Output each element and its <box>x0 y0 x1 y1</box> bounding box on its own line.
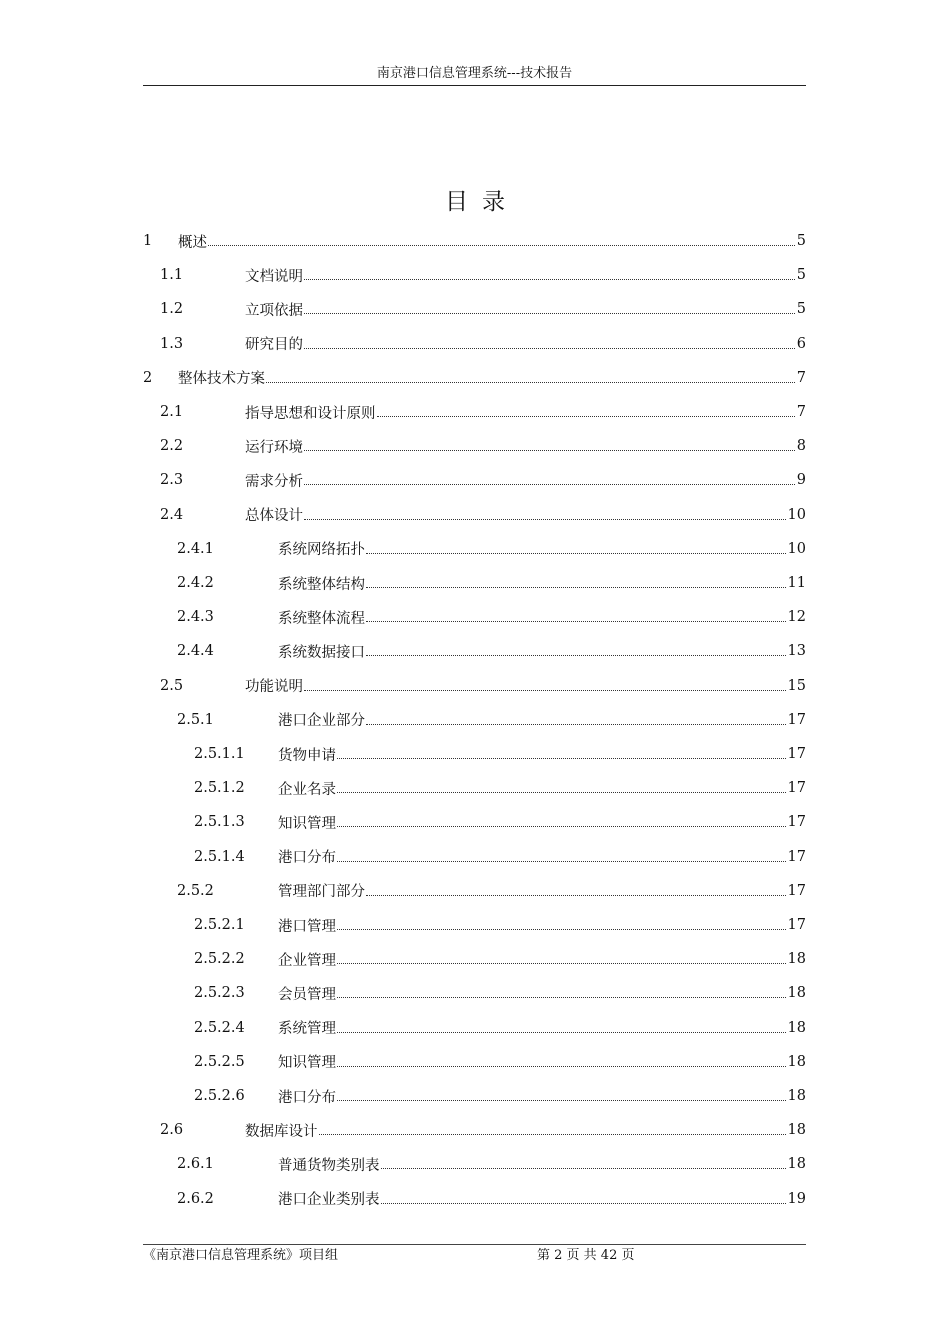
toc-dot-leader <box>337 1066 786 1067</box>
toc-entry-number: 2.6.2 <box>177 1190 214 1207</box>
toc-entry-page: 8 <box>796 438 806 455</box>
toc-entry-title: 概述 <box>178 234 207 251</box>
toc-entry[interactable] <box>194 976 806 1010</box>
toc-entry-title: 普通货物类别表 <box>278 1157 380 1174</box>
toc-dot-leader <box>304 519 786 520</box>
toc-entry-number: 2.4.3 <box>177 609 214 626</box>
toc-entry[interactable] <box>177 703 806 737</box>
toc-entry-page: 9 <box>796 472 806 489</box>
toc-entry[interactable] <box>194 737 806 771</box>
toc-entry-number: 2.3 <box>160 472 184 489</box>
toc-dot-leader <box>366 895 786 896</box>
toc-entry-title: 系统管理 <box>278 1021 336 1038</box>
toc-entry[interactable] <box>194 1011 806 1045</box>
toc-entry[interactable] <box>194 771 806 805</box>
toc-entry-number: 2.5.2.2 <box>194 951 245 968</box>
toc-entry-number: 2.5.2.6 <box>194 1088 245 1104</box>
toc-entry[interactable] <box>160 429 806 463</box>
toc-entry[interactable] <box>194 1079 806 1113</box>
toc-entry-title: 研究目的 <box>245 337 303 354</box>
toc-entry[interactable] <box>194 942 806 976</box>
toc-dot-leader <box>377 416 795 417</box>
toc-entry-number: 2.4 <box>160 506 184 523</box>
toc-entry-title: 管理部门部分 <box>278 884 365 901</box>
toc-entry[interactable] <box>177 600 806 634</box>
toc-entry-title: 指导思想和设计原则 <box>245 405 376 422</box>
toc-entry-number: 2.5.1.3 <box>194 814 245 831</box>
toc-entry-page: 6 <box>796 335 806 352</box>
header-rule <box>143 85 806 86</box>
toc-entry-page: 7 <box>796 369 806 386</box>
toc-entry-page: 5 <box>796 301 806 318</box>
toc-entry[interactable] <box>177 566 806 600</box>
toc-entry-number: 2.5.2.3 <box>194 985 245 1002</box>
toc-entry-title: 港口企业部分 <box>278 713 365 730</box>
toc-dot-leader <box>337 997 786 998</box>
toc-dot-leader <box>304 690 786 691</box>
toc-entry[interactable] <box>194 1045 806 1079</box>
toc-entry-page: 5 <box>796 267 806 284</box>
toc-dot-leader <box>208 245 795 246</box>
toc-entry-page: 18 <box>787 1156 806 1173</box>
toc-entry-title: 知识管理 <box>278 1055 336 1072</box>
toc-entry-page: 17 <box>787 917 806 933</box>
toc-entry-page: 18 <box>787 985 806 1002</box>
toc-entry[interactable] <box>160 395 806 429</box>
toc-dot-leader <box>304 313 795 314</box>
toc-entry-page: 18 <box>787 1122 806 1139</box>
toc-entry-title: 港口管理 <box>278 918 336 935</box>
toc-entry[interactable] <box>160 327 806 361</box>
toc-entry[interactable] <box>160 669 806 703</box>
toc-entry-page: 17 <box>787 746 806 762</box>
toc-entry-title: 港口分布 <box>278 850 336 867</box>
toc-entry[interactable] <box>160 1113 806 1147</box>
toc-entry-title: 需求分析 <box>245 473 303 490</box>
toc-entry-number: 1 <box>143 233 153 249</box>
toc-entry-page: 10 <box>787 540 806 557</box>
toc-entry-page: 17 <box>787 848 806 865</box>
toc-entry-number: 1.3 <box>160 335 184 352</box>
toc-dot-leader <box>337 792 786 793</box>
toc-entry[interactable] <box>177 532 806 566</box>
toc-entry-page: 18 <box>787 1019 806 1036</box>
toc-dot-leader <box>319 1134 786 1135</box>
toc-entry[interactable] <box>177 634 806 668</box>
toc-entry-number: 2.6 <box>160 1122 184 1139</box>
toc-entry-page: 15 <box>787 677 806 694</box>
toc-entry-title: 系统整体结构 <box>278 576 365 593</box>
toc-dot-leader <box>304 279 795 280</box>
toc-entry[interactable] <box>160 463 806 497</box>
toc-dot-leader <box>266 382 795 383</box>
toc-entry-number: 2.5.2.1 <box>194 917 245 933</box>
toc-entry[interactable] <box>160 292 806 326</box>
toc-dot-leader <box>366 553 786 554</box>
toc-entry-title: 文档说明 <box>245 268 303 285</box>
toc-dot-leader <box>381 1203 786 1204</box>
toc-dot-leader <box>366 587 786 588</box>
toc-entry-title: 总体设计 <box>245 508 303 525</box>
toc-entry[interactable] <box>194 840 806 874</box>
toc-entry-title: 企业名录 <box>278 781 336 798</box>
toc-dot-leader <box>337 861 786 862</box>
toc-dot-leader <box>366 655 786 656</box>
toc-entry[interactable] <box>160 258 806 292</box>
toc-entry-title: 知识管理 <box>278 815 336 832</box>
toc-entry-page: 17 <box>787 814 806 831</box>
toc-entry-number: 2.5.2.5 <box>194 1053 245 1070</box>
toc-heading: 目录 <box>445 189 519 215</box>
toc-entry-page: 17 <box>787 780 806 797</box>
toc-entry-page: 18 <box>787 1088 806 1104</box>
toc-entry-number: 2.1 <box>160 404 184 420</box>
toc-dot-leader <box>337 1032 786 1033</box>
toc-entry-title: 系统整体流程 <box>278 610 365 627</box>
toc-entry-title: 货物申请 <box>278 747 336 764</box>
toc-dot-leader <box>337 758 786 759</box>
toc-dot-leader <box>304 348 795 349</box>
toc-entry[interactable] <box>194 805 806 839</box>
header-title: 南京港口信息管理系统---技术报告 <box>376 66 573 81</box>
toc-entry-number: 2.2 <box>160 438 184 455</box>
toc-entry[interactable] <box>143 361 806 395</box>
footer-page-number: 第 2 页 共 42 页 <box>537 1248 635 1263</box>
footer-rule <box>143 1244 806 1245</box>
toc-entry[interactable] <box>177 1147 806 1181</box>
toc-entry-title: 会员管理 <box>278 986 336 1003</box>
toc-entry-title: 企业管理 <box>278 952 336 969</box>
toc-entry-page: 5 <box>796 233 806 249</box>
toc-entry-number: 2.5.1.1 <box>194 746 245 762</box>
toc-dot-leader <box>337 963 786 964</box>
toc-entry[interactable] <box>143 224 806 258</box>
toc-dot-leader <box>304 484 795 485</box>
toc-entry-number: 1.1 <box>160 267 184 284</box>
toc-entry-number: 2.5.2.4 <box>194 1019 245 1036</box>
toc-entry-number: 2.5.2 <box>177 882 214 899</box>
toc-entry-title: 整体技术方案 <box>178 371 265 388</box>
toc-dot-leader <box>381 1168 786 1169</box>
toc-dot-leader <box>366 724 786 725</box>
toc-entry-page: 10 <box>787 506 806 523</box>
toc-entry-number: 2.5.1.2 <box>194 780 245 797</box>
toc-entry-number: 2.4.4 <box>177 643 214 660</box>
toc-entry-number: 2.4.2 <box>177 575 214 591</box>
toc-entry-page: 17 <box>787 882 806 899</box>
toc-entry-number: 2.5.1 <box>177 711 214 728</box>
toc-dot-leader <box>337 929 786 930</box>
toc-entry-number: 2.5 <box>160 677 184 694</box>
toc-dot-leader <box>366 621 786 622</box>
toc-dot-leader <box>337 1100 786 1101</box>
toc-entry-page: 18 <box>787 951 806 968</box>
toc-entry-title: 功能说明 <box>245 679 303 696</box>
toc-entry-title: 立项依据 <box>245 302 303 319</box>
toc-entry-title: 港口企业类别表 <box>278 1192 380 1209</box>
toc-entry-page: 11 <box>787 575 806 591</box>
toc-entry[interactable] <box>177 1182 806 1216</box>
toc-entry[interactable] <box>177 874 806 908</box>
toc-entry[interactable] <box>160 498 806 532</box>
toc-entry-page: 18 <box>787 1053 806 1070</box>
toc-dot-leader <box>304 450 795 451</box>
toc-entry-title: 系统网络拓扑 <box>278 542 365 559</box>
toc-entry-title: 运行环境 <box>245 439 303 456</box>
footer-project-group: 《南京港口信息管理系统》项目组 <box>143 1248 339 1263</box>
toc-entry-page: 13 <box>787 643 806 660</box>
toc-entry-page: 7 <box>796 404 806 420</box>
toc-entry-number: 1.2 <box>160 301 184 318</box>
toc-entry-number: 2.5.1.4 <box>194 848 245 865</box>
toc-entry-title: 港口分布 <box>278 1089 336 1106</box>
toc-entry-number: 2 <box>143 369 153 386</box>
toc-dot-leader <box>337 826 786 827</box>
toc-entry[interactable] <box>194 908 806 942</box>
toc-entry-page: 17 <box>787 711 806 728</box>
toc-entry-title: 数据库设计 <box>245 1123 318 1140</box>
toc-entry-title: 系统数据接口 <box>278 644 365 661</box>
toc-entry-number: 2.6.1 <box>177 1156 214 1173</box>
toc-entry-page: 19 <box>787 1190 806 1207</box>
toc-entry-number: 2.4.1 <box>177 540 214 557</box>
toc-entry-page: 12 <box>787 609 806 626</box>
